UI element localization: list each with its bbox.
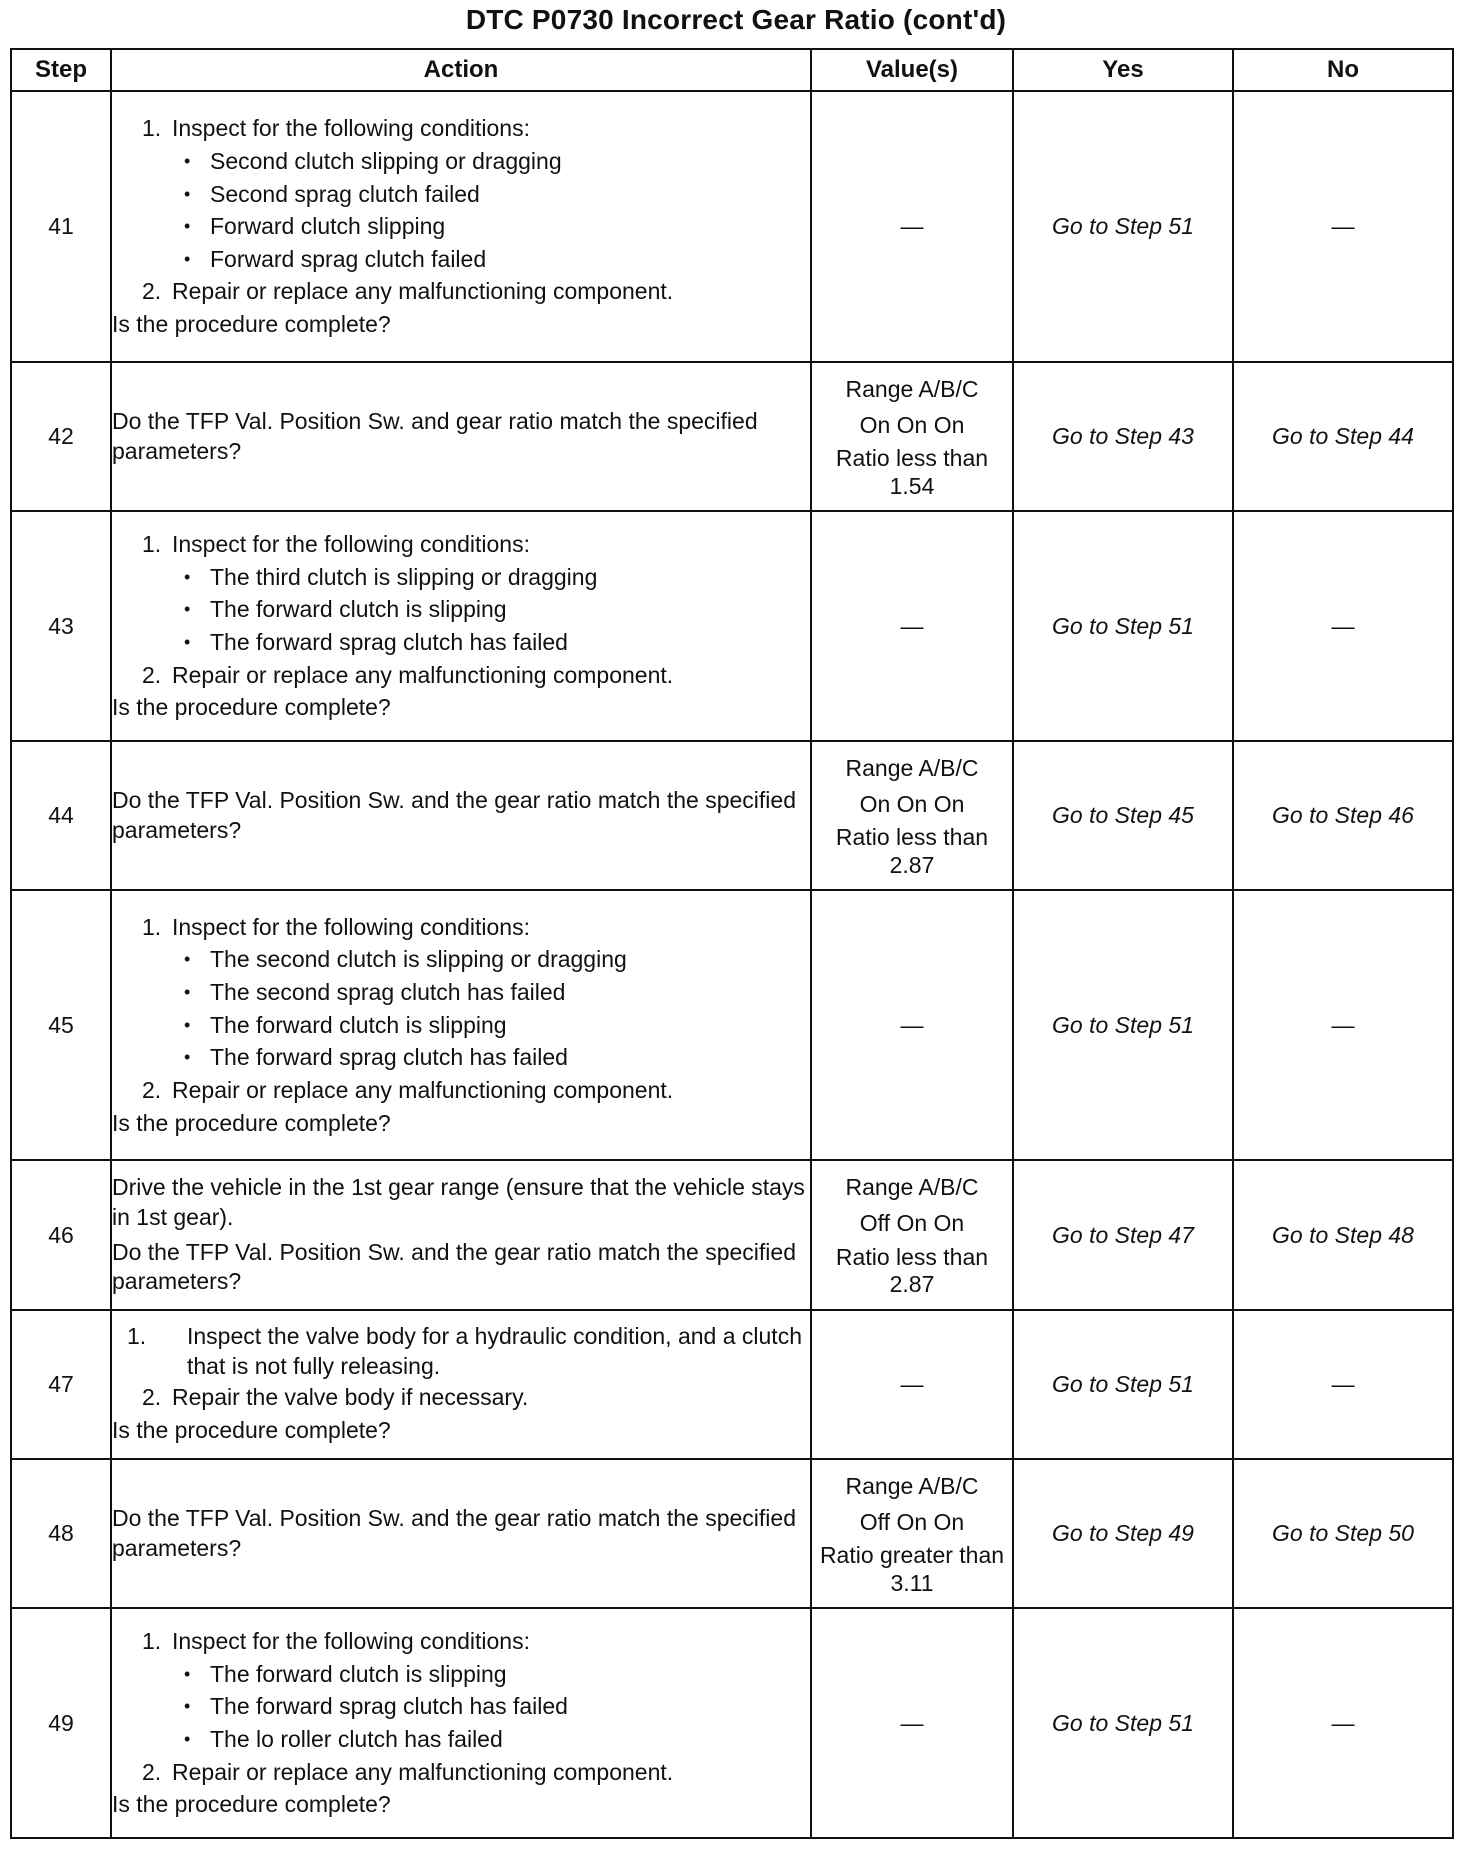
condition-item: • The forward sprag clutch has failed [184, 1041, 810, 1074]
condition-item: • The lo roller clutch has failed [184, 1723, 810, 1756]
action-question: Do the TFP Val. Position Sw. and the gear ratio match the specified parameters? [112, 1505, 796, 1561]
condition-item: • Second sprag clutch failed [184, 178, 810, 211]
no-cell: — [1233, 91, 1453, 362]
conditions-intro: Inspect for the following conditions: [172, 531, 530, 558]
value-range: Range A/B/C [845, 375, 979, 402]
action-cell [111, 1459, 811, 1608]
header-no: No [1233, 49, 1453, 91]
condition-item: • The second clutch is slipping or dragging [184, 943, 810, 976]
action-cell [111, 890, 811, 1160]
condition-item: • Second clutch slipping or dragging [184, 145, 810, 178]
action-item-1: 1. Inspect for the following conditions: [142, 531, 530, 558]
header-step: Step [11, 49, 111, 91]
condition-item: • Forward sprag clutch failed [184, 243, 810, 276]
value-ratio: Ratio greater than 3.11 [819, 1542, 1005, 1596]
yes-cell: Go to Step 47 [1013, 1160, 1233, 1310]
step-number: 43 [11, 511, 111, 741]
no-cell: Go to Step 44 [1233, 362, 1453, 511]
table-row [11, 1608, 1453, 1838]
action-instruction: Drive the vehicle in the 1st gear range (ensure that the vehicle stays in 1st gear). [112, 1174, 805, 1230]
action-item-2: 2. Repair the valve body if necessary. [142, 1384, 529, 1411]
action-question: Do the TFP Val. Position Sw. and gear ratio match the specified parameters? [112, 408, 758, 464]
value-switch-states: On On On [859, 790, 965, 817]
action-item-2: 2. Repair or replace any malfunctioning component. [142, 661, 674, 688]
no-cell: — [1233, 511, 1453, 741]
yes-cell: Go to Step 49 [1013, 1459, 1233, 1608]
repair-text: Repair or replace any malfunctioning component. [172, 1076, 674, 1103]
step-number: 42 [11, 362, 111, 511]
action-cell [111, 1310, 811, 1459]
condition-list [112, 561, 810, 659]
condition-item: • The third clutch is slipping or dragging [184, 561, 810, 594]
table-header-row [11, 49, 1453, 91]
value-cell: — [811, 1310, 1013, 1459]
no-cell: Go to Step 46 [1233, 741, 1453, 890]
value-cell [811, 741, 1013, 890]
repair-text: Repair or replace any malfunctioning component. [172, 1758, 674, 1785]
table-row [11, 1459, 1453, 1608]
condition-list [112, 1658, 810, 1756]
step-number: 49 [11, 1608, 111, 1838]
action-question: Is the procedure complete? [112, 1109, 391, 1136]
value-cell: — [811, 890, 1013, 1160]
yes-cell: Go to Step 43 [1013, 362, 1233, 511]
yes-cell: Go to Step 51 [1013, 91, 1233, 362]
condition-item: • The forward sprag clutch has failed [184, 626, 810, 659]
value-ratio: Ratio less than 1.54 [835, 445, 989, 499]
action-question: Is the procedure complete? [112, 1791, 391, 1818]
condition-item: • The second sprag clutch has failed [184, 976, 810, 1009]
repair-text: Repair the valve body if necessary. [172, 1384, 529, 1411]
value-range: Range A/B/C [845, 1174, 979, 1201]
table-row [11, 511, 1453, 741]
action-item-2: 2. Repair or replace any malfunctioning component. [142, 1076, 674, 1103]
value-switch-states: On On On [859, 411, 965, 438]
no-cell: — [1233, 890, 1453, 1160]
action-item-2: 2. Repair or replace any malfunctioning component. [142, 278, 674, 305]
conditions-intro: Inspect for the following conditions: [172, 1628, 530, 1655]
value-cell: — [811, 511, 1013, 741]
action-item-1: 1. Inspect for the following conditions: [142, 115, 530, 142]
condition-list [112, 145, 810, 276]
value-cell: — [811, 91, 1013, 362]
header-yes: Yes [1013, 49, 1233, 91]
no-cell: Go to Step 50 [1233, 1459, 1453, 1608]
table-row [11, 1160, 1453, 1310]
action-question: Is the procedure complete? [112, 1416, 391, 1443]
action-question: Do the TFP Val. Position Sw. and the gear ratio match the specified parameters? [112, 787, 796, 843]
no-cell: Go to Step 48 [1233, 1160, 1453, 1310]
value-range: Range A/B/C [845, 1472, 979, 1499]
header-action: Action [111, 49, 811, 91]
condition-item: • Forward clutch slipping [184, 210, 810, 243]
condition-list [112, 943, 810, 1074]
condition-item: • The forward sprag clutch has failed [184, 1690, 810, 1723]
value-ratio: Ratio less than 2.87 [835, 1243, 989, 1298]
action-question: Is the procedure complete? [112, 694, 391, 721]
yes-cell: Go to Step 51 [1013, 511, 1233, 741]
table-row [11, 91, 1453, 362]
no-cell: — [1233, 1608, 1453, 1838]
step-number: 44 [11, 741, 111, 890]
header-values: Value(s) [811, 49, 1013, 91]
page-title: DTC P0730 Incorrect Gear Ratio (cont'd) [465, 4, 1007, 35]
action-cell [111, 741, 811, 890]
table-row [11, 890, 1453, 1160]
yes-cell: Go to Step 51 [1013, 890, 1233, 1160]
value-cell: — [811, 1608, 1013, 1838]
value-cell [811, 1160, 1013, 1310]
value-cell [811, 1459, 1013, 1608]
value-switch-states: Off On On [859, 1508, 965, 1535]
condition-item: • The forward clutch is slipping [184, 1658, 810, 1691]
action-cell [111, 1160, 811, 1310]
value-switch-states: Off On On [859, 1210, 965, 1237]
action-item-1: 1. Inspect for the following conditions: [142, 913, 530, 940]
table-row [11, 741, 1453, 890]
action-question: Is the procedure complete? [112, 311, 391, 338]
conditions-intro: Inspect for the following conditions: [172, 913, 530, 940]
value-range: Range A/B/C [845, 754, 979, 781]
value-cell [811, 362, 1013, 511]
step-number: 48 [11, 1459, 111, 1608]
table-row [11, 1310, 1453, 1459]
repair-text: Repair or replace any malfunctioning component. [172, 661, 674, 688]
yes-cell: Go to Step 51 [1013, 1608, 1233, 1838]
condition-item: • The forward clutch is slipping [184, 1009, 810, 1042]
condition-item: • The forward clutch is slipping [184, 593, 810, 626]
action-item-2: 2. Repair or replace any malfunctioning component. [142, 1758, 674, 1785]
action-item-1: 1. Inspect for the following conditions: [142, 1628, 530, 1655]
table-row [11, 362, 1453, 511]
action-item-1: 1. Inspect the valve body for a hydraulic condition, and a clutch that is not fully releasing. [127, 1323, 802, 1379]
yes-cell: Go to Step 45 [1013, 741, 1233, 890]
step-number: 47 [11, 1310, 111, 1459]
action-cell [111, 91, 811, 362]
diagnostic-table [10, 48, 1454, 1839]
inspect-text: Inspect the valve body for a hydraulic condition, and a clutch that is not fully releasing. [187, 1323, 802, 1379]
action-cell [111, 511, 811, 741]
no-cell: — [1233, 1310, 1453, 1459]
repair-text: Repair or replace any malfunctioning component. [172, 278, 674, 305]
step-number: 46 [11, 1160, 111, 1310]
step-number: 45 [11, 890, 111, 1160]
step-number: 41 [11, 91, 111, 362]
value-ratio: Ratio less than 2.87 [835, 824, 989, 878]
action-cell [111, 362, 811, 511]
yes-cell: Go to Step 51 [1013, 1310, 1233, 1459]
action-question: Do the TFP Val. Position Sw. and the gear ratio match the specified parameters? [112, 1239, 796, 1295]
conditions-intro: Inspect for the following conditions: [172, 115, 530, 142]
action-cell [111, 1608, 811, 1838]
